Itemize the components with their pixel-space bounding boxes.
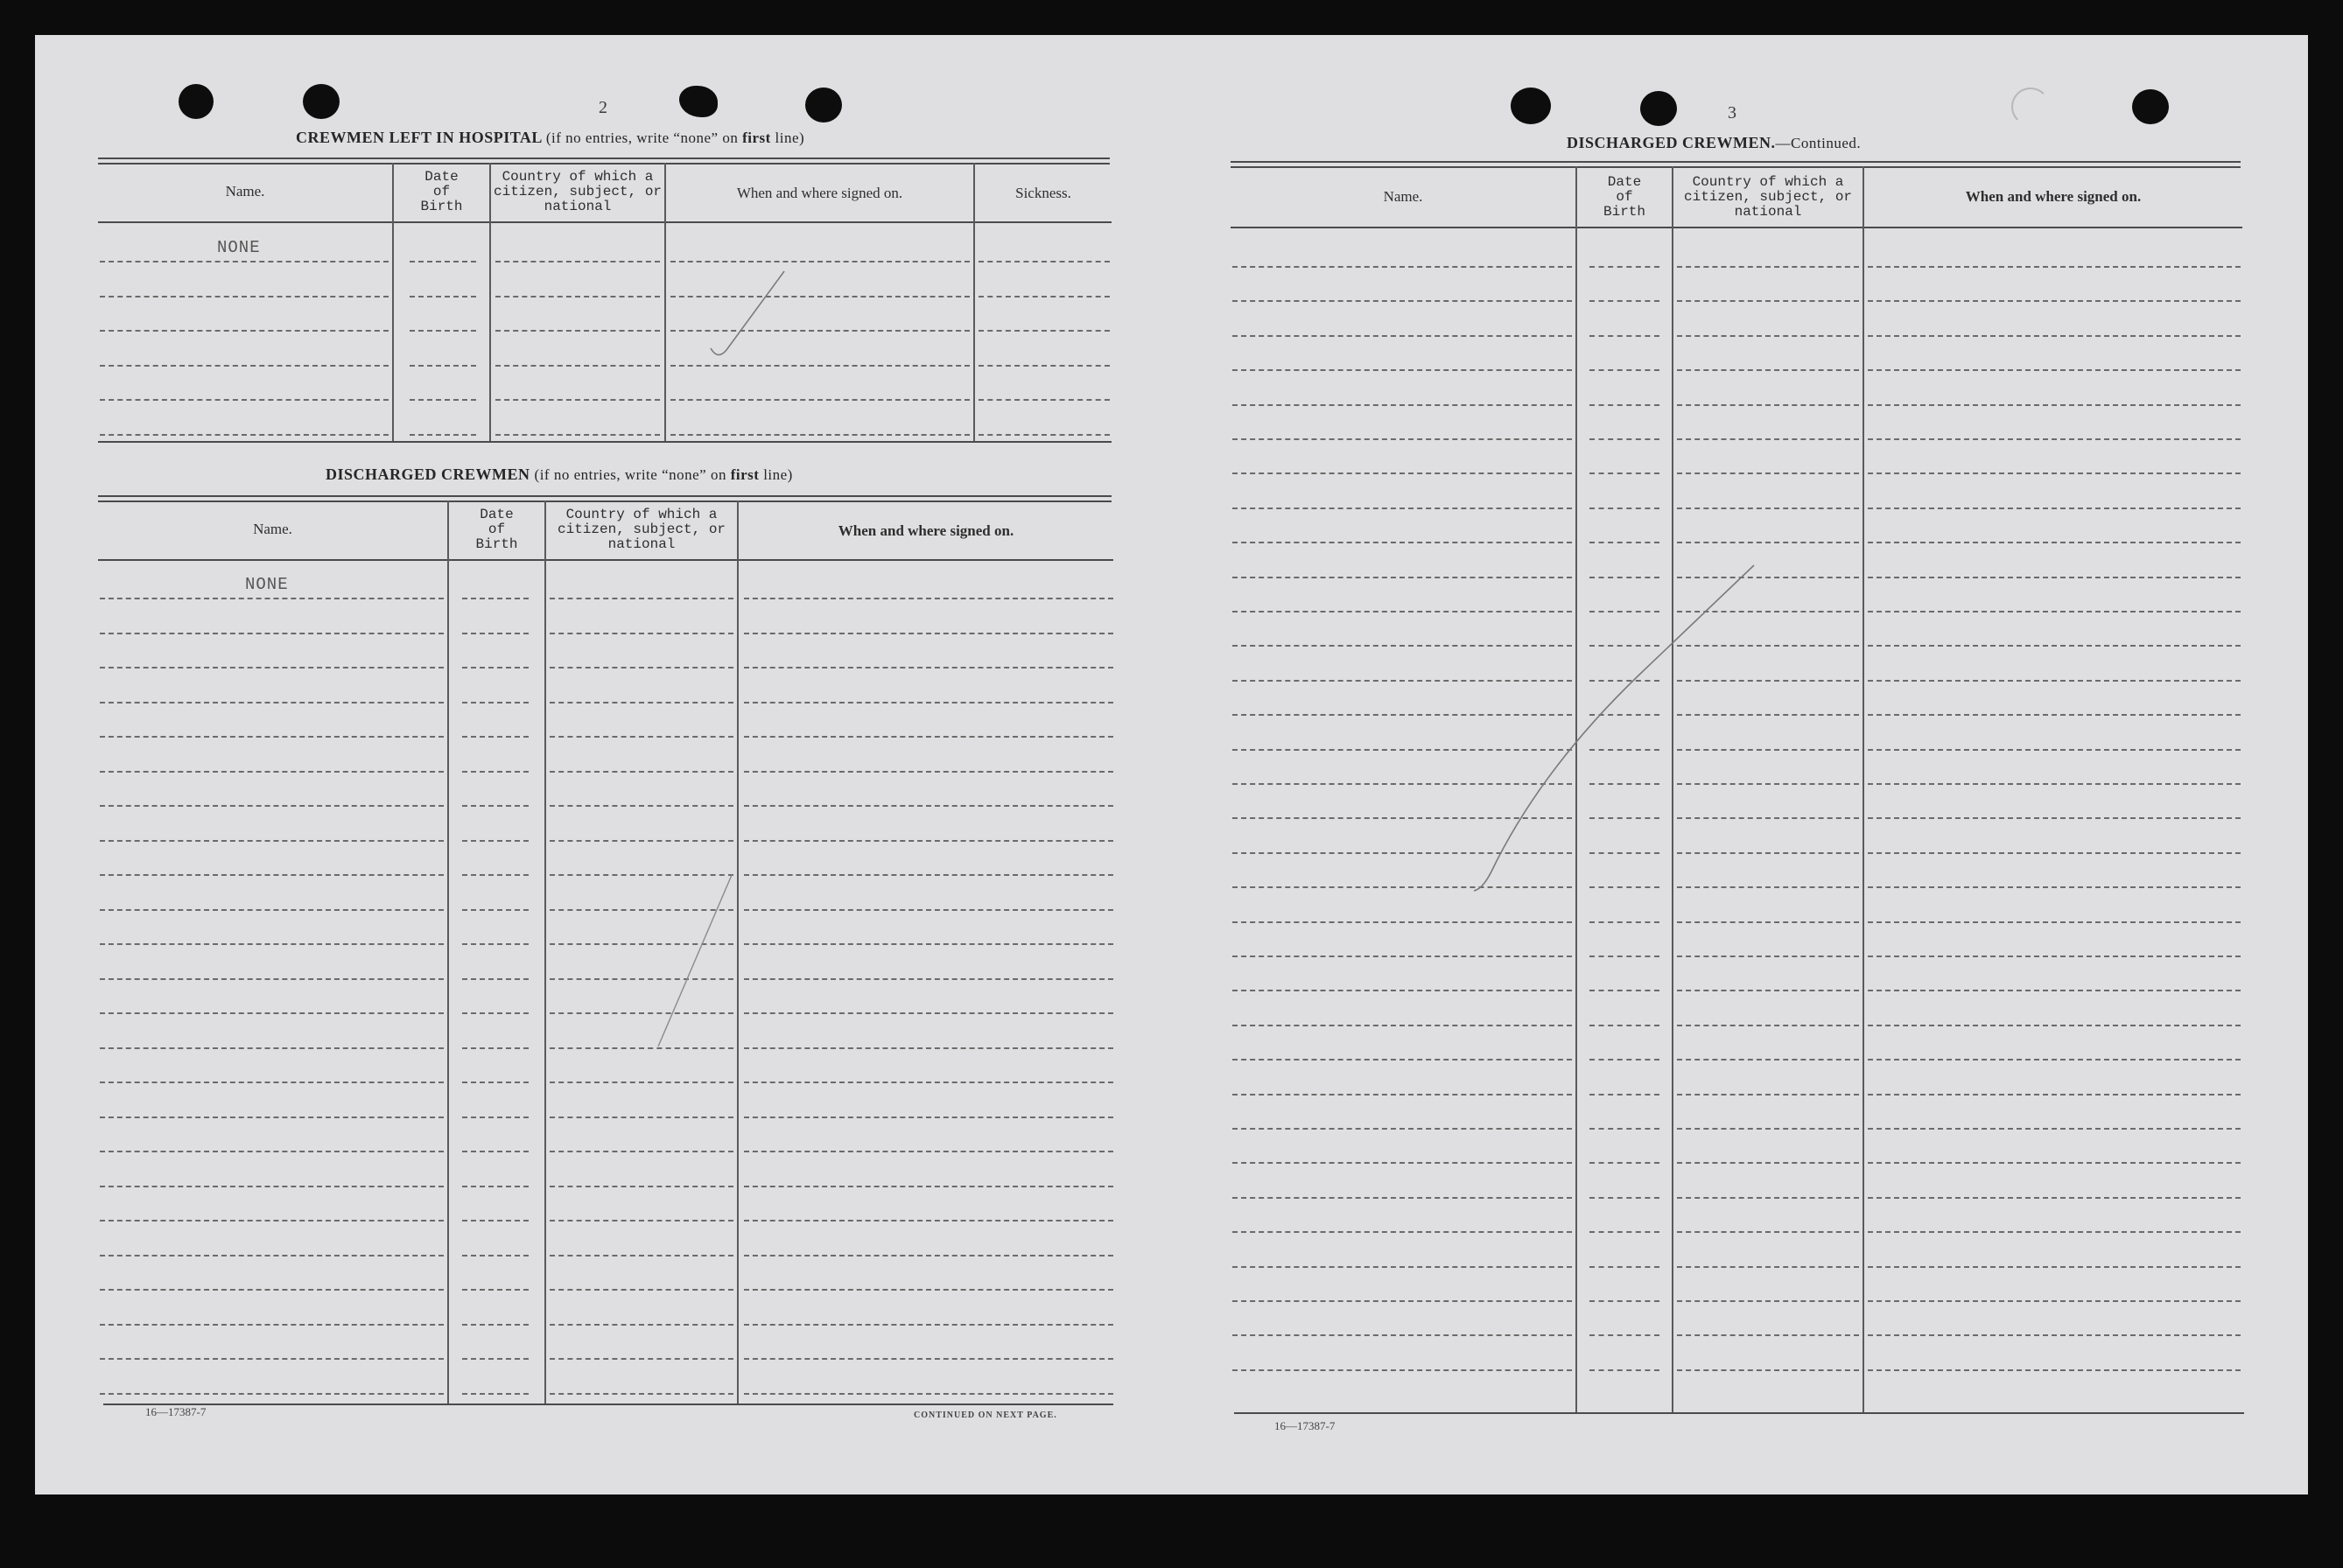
column-header-name: Name.: [1383, 188, 1423, 205]
section-instruction: (if no entries, write “none” on first line): [545, 130, 805, 146]
column-header-date-of-birth: Date of Birth: [420, 169, 463, 214]
column-header-signed-on: When and where signed on.: [736, 185, 903, 201]
form-code: 16—17387-7: [145, 1405, 207, 1418]
page-number: 3: [1728, 103, 1736, 122]
column-header-date-of-birth: Date of Birth: [1603, 174, 1645, 220]
column-header-signed-on: When and where signed on.: [1965, 188, 2142, 205]
column-header-sickness: Sickness.: [1015, 185, 1071, 201]
pencil-check-mark: [711, 271, 784, 355]
continued-note: CONTINUED ON NEXT PAGE.: [914, 1410, 1057, 1420]
column-header-country: Country of which a citizen, subject, or national: [493, 169, 663, 214]
column-header-name: Name.: [253, 521, 292, 537]
column-header-signed-on: When and where signed on.: [838, 522, 1014, 539]
column-header-date-of-birth: Date of Birth: [475, 507, 518, 552]
section-instruction: (if no entries, write “none” on first line): [534, 466, 793, 483]
section-title-text: DISCHARGED CREWMEN.: [1567, 134, 1776, 151]
name-entry: NONE: [245, 575, 289, 594]
page-number: 2: [599, 98, 607, 117]
section-title-text: DISCHARGED CREWMEN: [326, 466, 530, 483]
name-entry: NONE: [217, 238, 261, 257]
pencil-strike-line: [658, 875, 732, 1046]
section-title-suffix: —Continued.: [1775, 135, 1862, 151]
column-header-country: Country of which a citizen, subject, or national: [1683, 174, 1853, 220]
column-header-name: Name.: [225, 183, 265, 200]
column-header-country: Country of which a citizen, subject, or national: [557, 507, 726, 552]
form-code: 16—17387-7: [1274, 1419, 1336, 1432]
pencil-strike-line: [1474, 565, 1754, 891]
section-title-text: CREWMEN LEFT IN HOSPITAL: [296, 129, 542, 146]
